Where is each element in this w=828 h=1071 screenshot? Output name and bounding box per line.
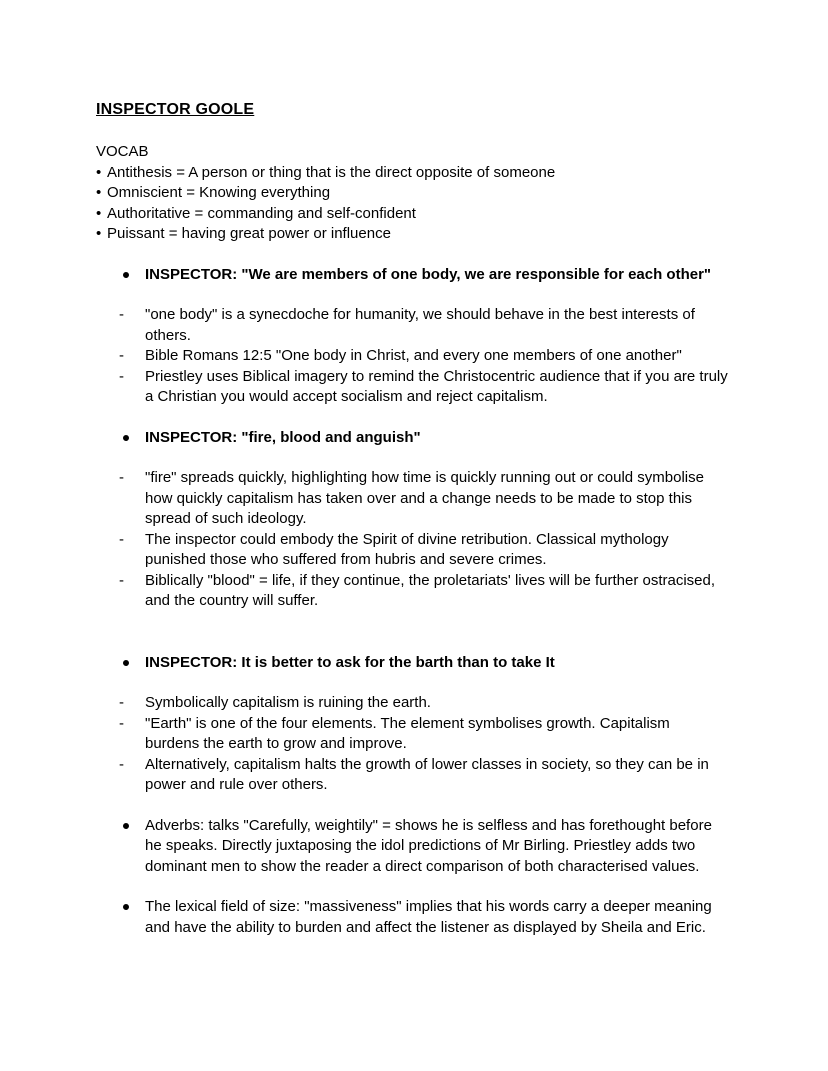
dash-marker: - (119, 530, 124, 548)
vocab-item (96, 163, 728, 184)
dash-marker: - (119, 714, 124, 732)
list-item (96, 346, 728, 367)
point-text: Bible Romans 12:5 "One body in Christ, and every one members of one another" (145, 347, 682, 364)
vocab-item (96, 204, 728, 225)
vocab-item (96, 224, 728, 245)
section-fire-blood-anguish (96, 428, 728, 612)
section-heading (96, 428, 728, 449)
vocab-heading: VOCAB (96, 143, 149, 160)
dash-marker: - (119, 694, 124, 711)
bullet-disc-icon (123, 904, 129, 910)
list-item (96, 367, 728, 408)
dash-marker: - (119, 367, 124, 385)
bullet-icon: • (96, 184, 102, 201)
point-text: Alternatively, capitalism halts the growth of lower classes in society, so they can be in power and rule over others. (145, 755, 709, 793)
section-points (96, 305, 728, 408)
section-points (96, 468, 728, 612)
list-item (96, 755, 728, 796)
vocab-section (96, 142, 728, 245)
point-text: Symbolically capitalism is ruining the earth. (145, 694, 431, 711)
vocab-item (96, 183, 728, 204)
point-text: "one body" is a synecdoche for humanity, we should behave in the best interests of others. (145, 306, 695, 344)
dash-marker: - (119, 469, 124, 486)
note-lexical-field (96, 897, 728, 938)
note-text: The lexical field of size: "massiveness" implies that his words carry a deeper meaning and have the ability to burden and affect the listener as displayed by Sheila and Eric. (145, 898, 712, 936)
list-item (96, 714, 728, 755)
point-text: "Earth" is one of the four elements. The element symbolises growth. Capitalism burdens the earth to grow and improve. (145, 714, 670, 752)
list-item (96, 571, 728, 612)
bullet-icon: • (96, 204, 102, 222)
vocab-item-text: Authoritative = commanding and self-confident (107, 204, 416, 222)
list-item (96, 530, 728, 571)
bullet-disc-icon (123, 435, 129, 441)
page-title: INSPECTOR GOOLE (96, 101, 255, 118)
list-item (96, 693, 728, 714)
dash-marker: - (119, 571, 124, 589)
bullet-icon: • (96, 225, 102, 242)
bullet-disc-icon (123, 660, 129, 666)
dash-marker: - (119, 755, 124, 773)
section-heading (96, 265, 728, 286)
section-heading-text: INSPECTOR: "fire, blood and anguish" (145, 428, 421, 446)
vocab-item-text: Antithesis = A person or thing that is the direct opposite of someone (107, 163, 556, 181)
bullet-disc-icon (123, 823, 129, 829)
section-one-body-quote (96, 265, 728, 408)
section-heading-text: INSPECTOR: "We are members of one body, we are responsible for each other" (145, 265, 712, 283)
point-text: "fire" spreads quickly, highlighting how time is quickly running out or could symbolise how quickly capitalism has taken over and a change needs to be made to stop this spread of such ideology. (145, 469, 704, 527)
point-text: Biblically "blood" = life, if they continue, the proletariats' lives will be further ostracised, and the country will suffer. (145, 571, 716, 609)
note-text: Adverbs: talks "Carefully, weightily" = shows he is selfless and has forethought before he speaks. Directly juxtaposing the idol predictions of Mr Birling. Priestley adds two dominant men to show the reader a direct comparison of both characterised values. (145, 816, 712, 875)
section-heading-text: INSPECTOR: It is better to ask for the barth than to take It (145, 653, 555, 671)
dash-marker: - (119, 306, 124, 323)
note-adverbs (96, 816, 728, 878)
vocab-item-text: Omniscient = Knowing everything (107, 184, 331, 201)
bullet-icon: • (96, 163, 102, 181)
list-item (96, 305, 728, 346)
point-text: Priestley uses Biblical imagery to remind the Christocentric audience that if you are truly a Christian you would accept socialism and reject capitalism. (145, 367, 728, 405)
bullet-disc-icon (123, 272, 129, 278)
vocab-item-text: Puissant = having great power or influence (107, 225, 391, 242)
dash-marker: - (119, 347, 124, 364)
point-text: The inspector could embody the Spirit of divine retribution. Classical mythology punished those who suffered from hubris and severe crimes. (145, 530, 669, 568)
list-item (96, 468, 728, 530)
section-ask-for-earth (96, 653, 728, 796)
section-points (96, 693, 728, 796)
section-heading (96, 653, 728, 674)
